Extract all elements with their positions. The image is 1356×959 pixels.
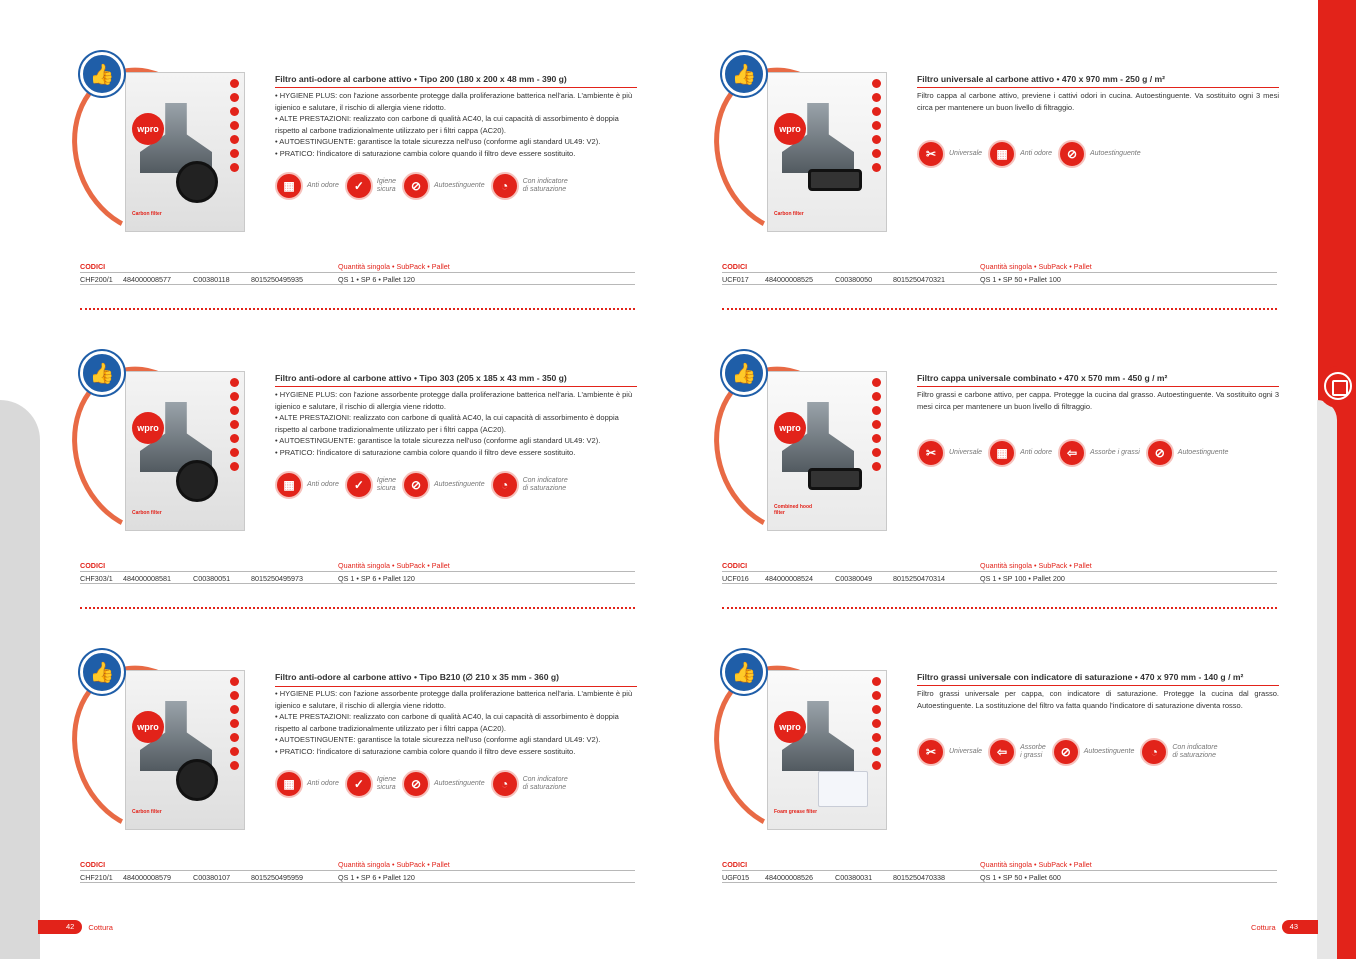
- article-code: 484000008577: [123, 275, 171, 284]
- internal-code: C00380107: [193, 873, 231, 882]
- brand-logo: wpro: [774, 412, 806, 444]
- feature-badge: [1140, 738, 1217, 766]
- product-code: UCF016: [722, 574, 749, 583]
- feature-label: Igiene sicura: [376, 776, 396, 791]
- quantity-label: Quantità singola • SubPack • Pallet: [338, 262, 450, 271]
- left-page-edge: [0, 400, 40, 959]
- quantity-value: QS 1 • SP 100 • Pallet 200: [980, 574, 1065, 583]
- product-title: Filtro universale al carbone attivo • 470 x 970 mm - 250 g / m²: [917, 74, 1279, 88]
- feature-badges: [917, 738, 1218, 766]
- ean-code: 8015250470338: [893, 873, 945, 882]
- ean-code: 8015250495973: [251, 574, 303, 583]
- page-number-left: 42: [38, 920, 82, 934]
- codes-label: CODICI: [722, 262, 748, 271]
- filter-illustration: [818, 771, 868, 807]
- feature-label: Universale: [949, 150, 983, 157]
- article-code: 484000008524: [765, 574, 813, 583]
- feature-badge: [491, 770, 568, 798]
- codes-header: [722, 561, 1277, 572]
- feature-label: Assorbe i grassi: [1090, 449, 1140, 456]
- thumbs-up-icon: 👍: [80, 650, 124, 694]
- anti-odor-icon: ▦: [275, 770, 303, 798]
- quantity-label: Quantità singola • SubPack • Pallet: [980, 262, 1092, 271]
- self-extinguishing-icon: ⊘: [1058, 140, 1086, 168]
- feature-badge: [1052, 738, 1135, 766]
- feature-badges: [917, 439, 1228, 467]
- product-image: [125, 72, 245, 232]
- product-block: [722, 359, 1282, 619]
- feature-badge: [988, 738, 1046, 766]
- feature-badge: [491, 172, 568, 200]
- grease-absorb-icon: ⇦: [988, 738, 1016, 766]
- self-extinguishing-icon: ⊘: [402, 471, 430, 499]
- hygiene-icon: ✓: [345, 172, 373, 200]
- pack-caption: Foam grease filter: [774, 809, 818, 815]
- dotted-divider: [80, 308, 635, 310]
- codes-label: CODICI: [722, 561, 748, 570]
- brand-logo: wpro: [774, 711, 806, 743]
- feature-label: Con indicatore di saturazione: [1172, 744, 1218, 759]
- feature-label: Igiene sicura: [376, 178, 396, 193]
- grease-absorb-icon: ⇦: [1058, 439, 1086, 467]
- codes-header: [80, 561, 635, 572]
- dotted-divider: [722, 308, 1277, 310]
- dotted-divider: [80, 607, 635, 609]
- internal-code: C00380031: [835, 873, 873, 882]
- universal-icon: ✂: [917, 738, 945, 766]
- feature-badge: [402, 471, 485, 499]
- codes-row: [722, 574, 1277, 584]
- product-title: Filtro anti-odore al carbone attivo • Tipo B210 (∅ 210 x 35 mm - 360 g): [275, 672, 637, 687]
- brand-logo: wpro: [132, 113, 164, 145]
- article-code: 484000008526: [765, 873, 813, 882]
- pack-icon-strip: [872, 378, 882, 508]
- thumbs-up-icon: 👍: [722, 650, 766, 694]
- feature-label: Universale: [949, 449, 983, 456]
- codes-label: CODICI: [80, 860, 106, 869]
- quantity-label: Quantità singola • SubPack • Pallet: [338, 860, 450, 869]
- product-description: • HYGIENE PLUS: con l'azione assorbente protegge dalla proliferazione batterica nell'aria. L'ambiente è più igienico e salutare, il rischio di allergia viene ridotto. • ALTE PRESTAZIONI: realizzato con carbone di qualità AC40, la cui capacità di assorbimento è doppia rispetto al carbone tradizionalmente utilizzato per i filtri cappa (AC20). • AUTOESTINGUENTE: garantisce la totale sicurezza nell'uso (conforme agli standard UL49: V2). • PRATICO: l'indicatore di saturazione cambia colore quando il filtro deve essere sostituito.: [275, 91, 633, 158]
- pack-caption: Carbon filter: [132, 809, 162, 815]
- feature-label: Anti odore: [307, 182, 339, 189]
- codes-header: [80, 262, 635, 273]
- product-block: [722, 658, 1282, 918]
- feature-label: Autoestinguente: [1177, 449, 1229, 456]
- product-image: [125, 670, 245, 830]
- product-image: [767, 670, 887, 830]
- product-image: [125, 371, 245, 531]
- anti-odor-icon: ▦: [275, 471, 303, 499]
- codes-row: [80, 574, 635, 584]
- feature-label: Con indicatore di saturazione: [522, 776, 568, 791]
- product-image: [767, 72, 887, 232]
- brand-logo: wpro: [132, 412, 164, 444]
- feature-label: Con indicatore di saturazione: [522, 477, 568, 492]
- codes-row: [722, 275, 1277, 285]
- quantity-value: QS 1 • SP 6 • Pallet 120: [338, 574, 415, 583]
- section-band: [1318, 0, 1356, 959]
- feature-label: Anti odore: [307, 481, 339, 488]
- feature-badge: [917, 140, 982, 168]
- quantity-label: Quantità singola • SubPack • Pallet: [338, 561, 450, 570]
- quantity-label: Quantità singola • SubPack • Pallet: [980, 860, 1092, 869]
- feature-label: Autoestinguente: [434, 780, 485, 787]
- pack-icon-strip: [872, 79, 882, 209]
- codes-label: CODICI: [722, 860, 748, 869]
- internal-code: C00380051: [193, 574, 231, 583]
- ean-code: 8015250495959: [251, 873, 303, 882]
- quantity-value: QS 1 • SP 50 • Pallet 600: [980, 873, 1061, 882]
- quantity-value: QS 1 • SP 6 • Pallet 120: [338, 873, 415, 882]
- feature-label: Autoestinguente: [1083, 748, 1135, 755]
- feature-badges: [275, 770, 568, 798]
- footer-left: [38, 920, 119, 934]
- product-description: • HYGIENE PLUS: con l'azione assorbente protegge dalla proliferazione batterica nell'aria. L'ambiente è più igienico e salutare, il rischio di allergia viene ridotto. • ALTE PRESTAZIONI: realizzato con carbone di qualità AC40, la cui capacità di assorbimento è doppia rispetto al carbone tradizionalmente utilizzato per i filtri cappa (AC20). • AUTOESTINGUENTE: garantisce la totale sicurezza nell'uso (conforme agli standard UL49: V2). • PRATICO: l'indicatore di saturazione cambia colore quando il filtro deve essere sostituito.: [275, 390, 633, 457]
- codes-label: CODICI: [80, 262, 106, 271]
- saturation-indicator-icon: ◔: [491, 770, 519, 798]
- feature-badge: [1058, 439, 1140, 467]
- product-description: Filtro cappa al carbone attivo, previene i cattivi odori in cucina. Autoestinguente. Va sostituito ogni 3 mesi circa per mantenere un buon livello di filtraggio.: [917, 91, 1279, 112]
- ean-code: 8015250495935: [251, 275, 303, 284]
- pack-icon-strip: [230, 378, 240, 508]
- product-code: UCF017: [722, 275, 749, 284]
- self-extinguishing-icon: ⊘: [1052, 738, 1080, 766]
- hygiene-icon: ✓: [345, 770, 373, 798]
- product-code: UGF015: [722, 873, 750, 882]
- feature-badge: [402, 770, 485, 798]
- feature-label: Autoestinguente: [1090, 150, 1141, 157]
- feature-label: Autoestinguente: [434, 481, 485, 488]
- saturation-indicator-icon: ◔: [491, 471, 519, 499]
- feature-label: Assorbe i grassi: [1020, 744, 1046, 759]
- feature-badge: [1146, 439, 1229, 467]
- thumbs-up-icon: 👍: [722, 351, 766, 395]
- feature-label: Igiene sicura: [376, 477, 396, 492]
- feature-badge: [988, 140, 1052, 168]
- product-description: • HYGIENE PLUS: con l'azione assorbente protegge dalla proliferazione batterica nell'aria. L'ambiente è più igienico e salutare, il rischio di allergia viene ridotto. • ALTE PRESTAZIONI: realizzato con carbone di qualità AC40, la cui capacità di assorbimento è doppia rispetto al carbone tradizionalmente utilizzato per i filtri cappa (AC20). • AUTOESTINGUENTE: garantisce la totale sicurezza nell'uso (conforme agli standard UL49: V2). • PRATICO: l'indicatore di saturazione cambia colore quando il filtro deve essere sostituito.: [275, 689, 633, 756]
- product-block: [722, 60, 1282, 320]
- codes-row: [80, 873, 635, 883]
- filter-illustration: [808, 468, 862, 490]
- codes-header: [722, 262, 1277, 273]
- footer-right: [1245, 920, 1318, 934]
- pack-caption: Combined hood filter: [774, 504, 813, 516]
- feature-badges: [275, 471, 568, 499]
- section-name-left: Cottura: [88, 922, 113, 932]
- product-description: Filtro grassi e carbone attivo, per cappa. Protegge la cucina dal grasso. Autoestinguente. Va sostituito ogni 3 mesi circa per mantenere un buon livello di filtraggio.: [917, 390, 1279, 411]
- self-extinguishing-icon: ⊘: [1146, 439, 1174, 467]
- thumbs-up-icon: 👍: [80, 52, 124, 96]
- internal-code: C00380050: [835, 275, 873, 284]
- codes-header: [722, 860, 1277, 871]
- feature-label: Autoestinguente: [434, 182, 485, 189]
- feature-badge: [402, 172, 485, 200]
- pack-icon-strip: [872, 677, 882, 807]
- thumbs-up-icon: 👍: [722, 52, 766, 96]
- product-code: CHF210/1: [80, 873, 113, 882]
- self-extinguishing-icon: ⊘: [402, 770, 430, 798]
- article-code: 484000008581: [123, 574, 171, 583]
- product-block: [80, 60, 640, 320]
- feature-badge: [275, 172, 339, 200]
- hygiene-icon: ✓: [345, 471, 373, 499]
- codes-row: [722, 873, 1277, 883]
- codes-header: [80, 860, 635, 871]
- feature-label: Con indicatore di saturazione: [522, 178, 568, 193]
- feature-badge: [917, 738, 982, 766]
- feature-badges: [917, 140, 1141, 168]
- filter-illustration: [176, 759, 218, 801]
- pack-caption: Carbon filter: [774, 211, 804, 217]
- feature-label: Universale: [949, 748, 983, 755]
- universal-icon: ✂: [917, 439, 945, 467]
- pack-caption: Carbon filter: [132, 510, 162, 516]
- ean-code: 8015250470314: [893, 574, 945, 583]
- product-code: CHF200/1: [80, 275, 113, 284]
- feature-badge: [917, 439, 982, 467]
- product-description: Filtro grassi universale per cappa, con indicatore di saturazione. Protegge la cucina dal grasso. Autoestinguente. La sostituzione del filtro va fatta quando l'indicatore di saturazione diventa rosso.: [917, 689, 1279, 710]
- product-image: [767, 371, 887, 531]
- anti-odor-icon: ▦: [275, 172, 303, 200]
- feature-badge: [275, 471, 339, 499]
- saturation-indicator-icon: ◔: [491, 172, 519, 200]
- codes-row: [80, 275, 635, 285]
- filter-illustration: [176, 460, 218, 502]
- brand-logo: wpro: [774, 113, 806, 145]
- feature-badge: [345, 172, 396, 200]
- ean-code: 8015250470321: [893, 275, 945, 284]
- internal-code: C00380118: [193, 275, 230, 284]
- product-title: Filtro cappa universale combinato • 470 x 570 mm - 450 g / m²: [917, 373, 1279, 387]
- feature-badge: [491, 471, 568, 499]
- pack-icon-strip: [230, 677, 240, 807]
- dotted-divider: [722, 607, 1277, 609]
- quantity-label: Quantità singola • SubPack • Pallet: [980, 561, 1092, 570]
- pack-icon-strip: [230, 79, 240, 209]
- pack-caption: Carbon filter: [132, 211, 162, 217]
- brand-logo: wpro: [132, 711, 164, 743]
- anti-odor-icon: ▦: [988, 140, 1016, 168]
- product-block: [80, 359, 640, 619]
- feature-label: Anti odore: [1020, 150, 1052, 157]
- thumbs-up-icon: 👍: [80, 351, 124, 395]
- product-title: Filtro grassi universale con indicatore di saturazione • 470 x 970 mm - 140 g / m²: [917, 672, 1279, 686]
- feature-badge: [1058, 140, 1141, 168]
- product-block: [80, 658, 640, 918]
- product-code: CHF303/1: [80, 574, 113, 583]
- feature-badge: [345, 770, 396, 798]
- feature-badges: [275, 172, 568, 200]
- feature-badge: [988, 439, 1052, 467]
- section-name-right: Cottura: [1251, 922, 1276, 932]
- anti-odor-icon: ▦: [988, 439, 1016, 467]
- feature-badge: [275, 770, 339, 798]
- saturation-indicator-icon: ◔: [1140, 738, 1168, 766]
- section-tab-cooking[interactable]: [1318, 366, 1356, 408]
- filter-illustration: [808, 169, 862, 191]
- feature-label: Anti odore: [1020, 449, 1052, 456]
- product-title: Filtro anti-odore al carbone attivo • Tipo 303 (205 x 185 x 43 mm - 350 g): [275, 373, 637, 387]
- feature-badge: [345, 471, 396, 499]
- quantity-value: QS 1 • SP 50 • Pallet 100: [980, 275, 1061, 284]
- codes-label: CODICI: [80, 561, 106, 570]
- self-extinguishing-icon: ⊘: [402, 172, 430, 200]
- oven-icon: [1324, 372, 1352, 400]
- filter-illustration: [176, 161, 218, 203]
- article-code: 484000008525: [765, 275, 813, 284]
- page-number-right: 43: [1282, 920, 1318, 934]
- product-title: Filtro anti-odore al carbone attivo • Tipo 200 (180 x 200 x 48 mm - 390 g): [275, 74, 637, 88]
- feature-label: Anti odore: [307, 780, 339, 787]
- quantity-value: QS 1 • SP 6 • Pallet 120: [338, 275, 415, 284]
- article-code: 484000008579: [123, 873, 171, 882]
- internal-code: C00380049: [835, 574, 873, 583]
- universal-icon: ✂: [917, 140, 945, 168]
